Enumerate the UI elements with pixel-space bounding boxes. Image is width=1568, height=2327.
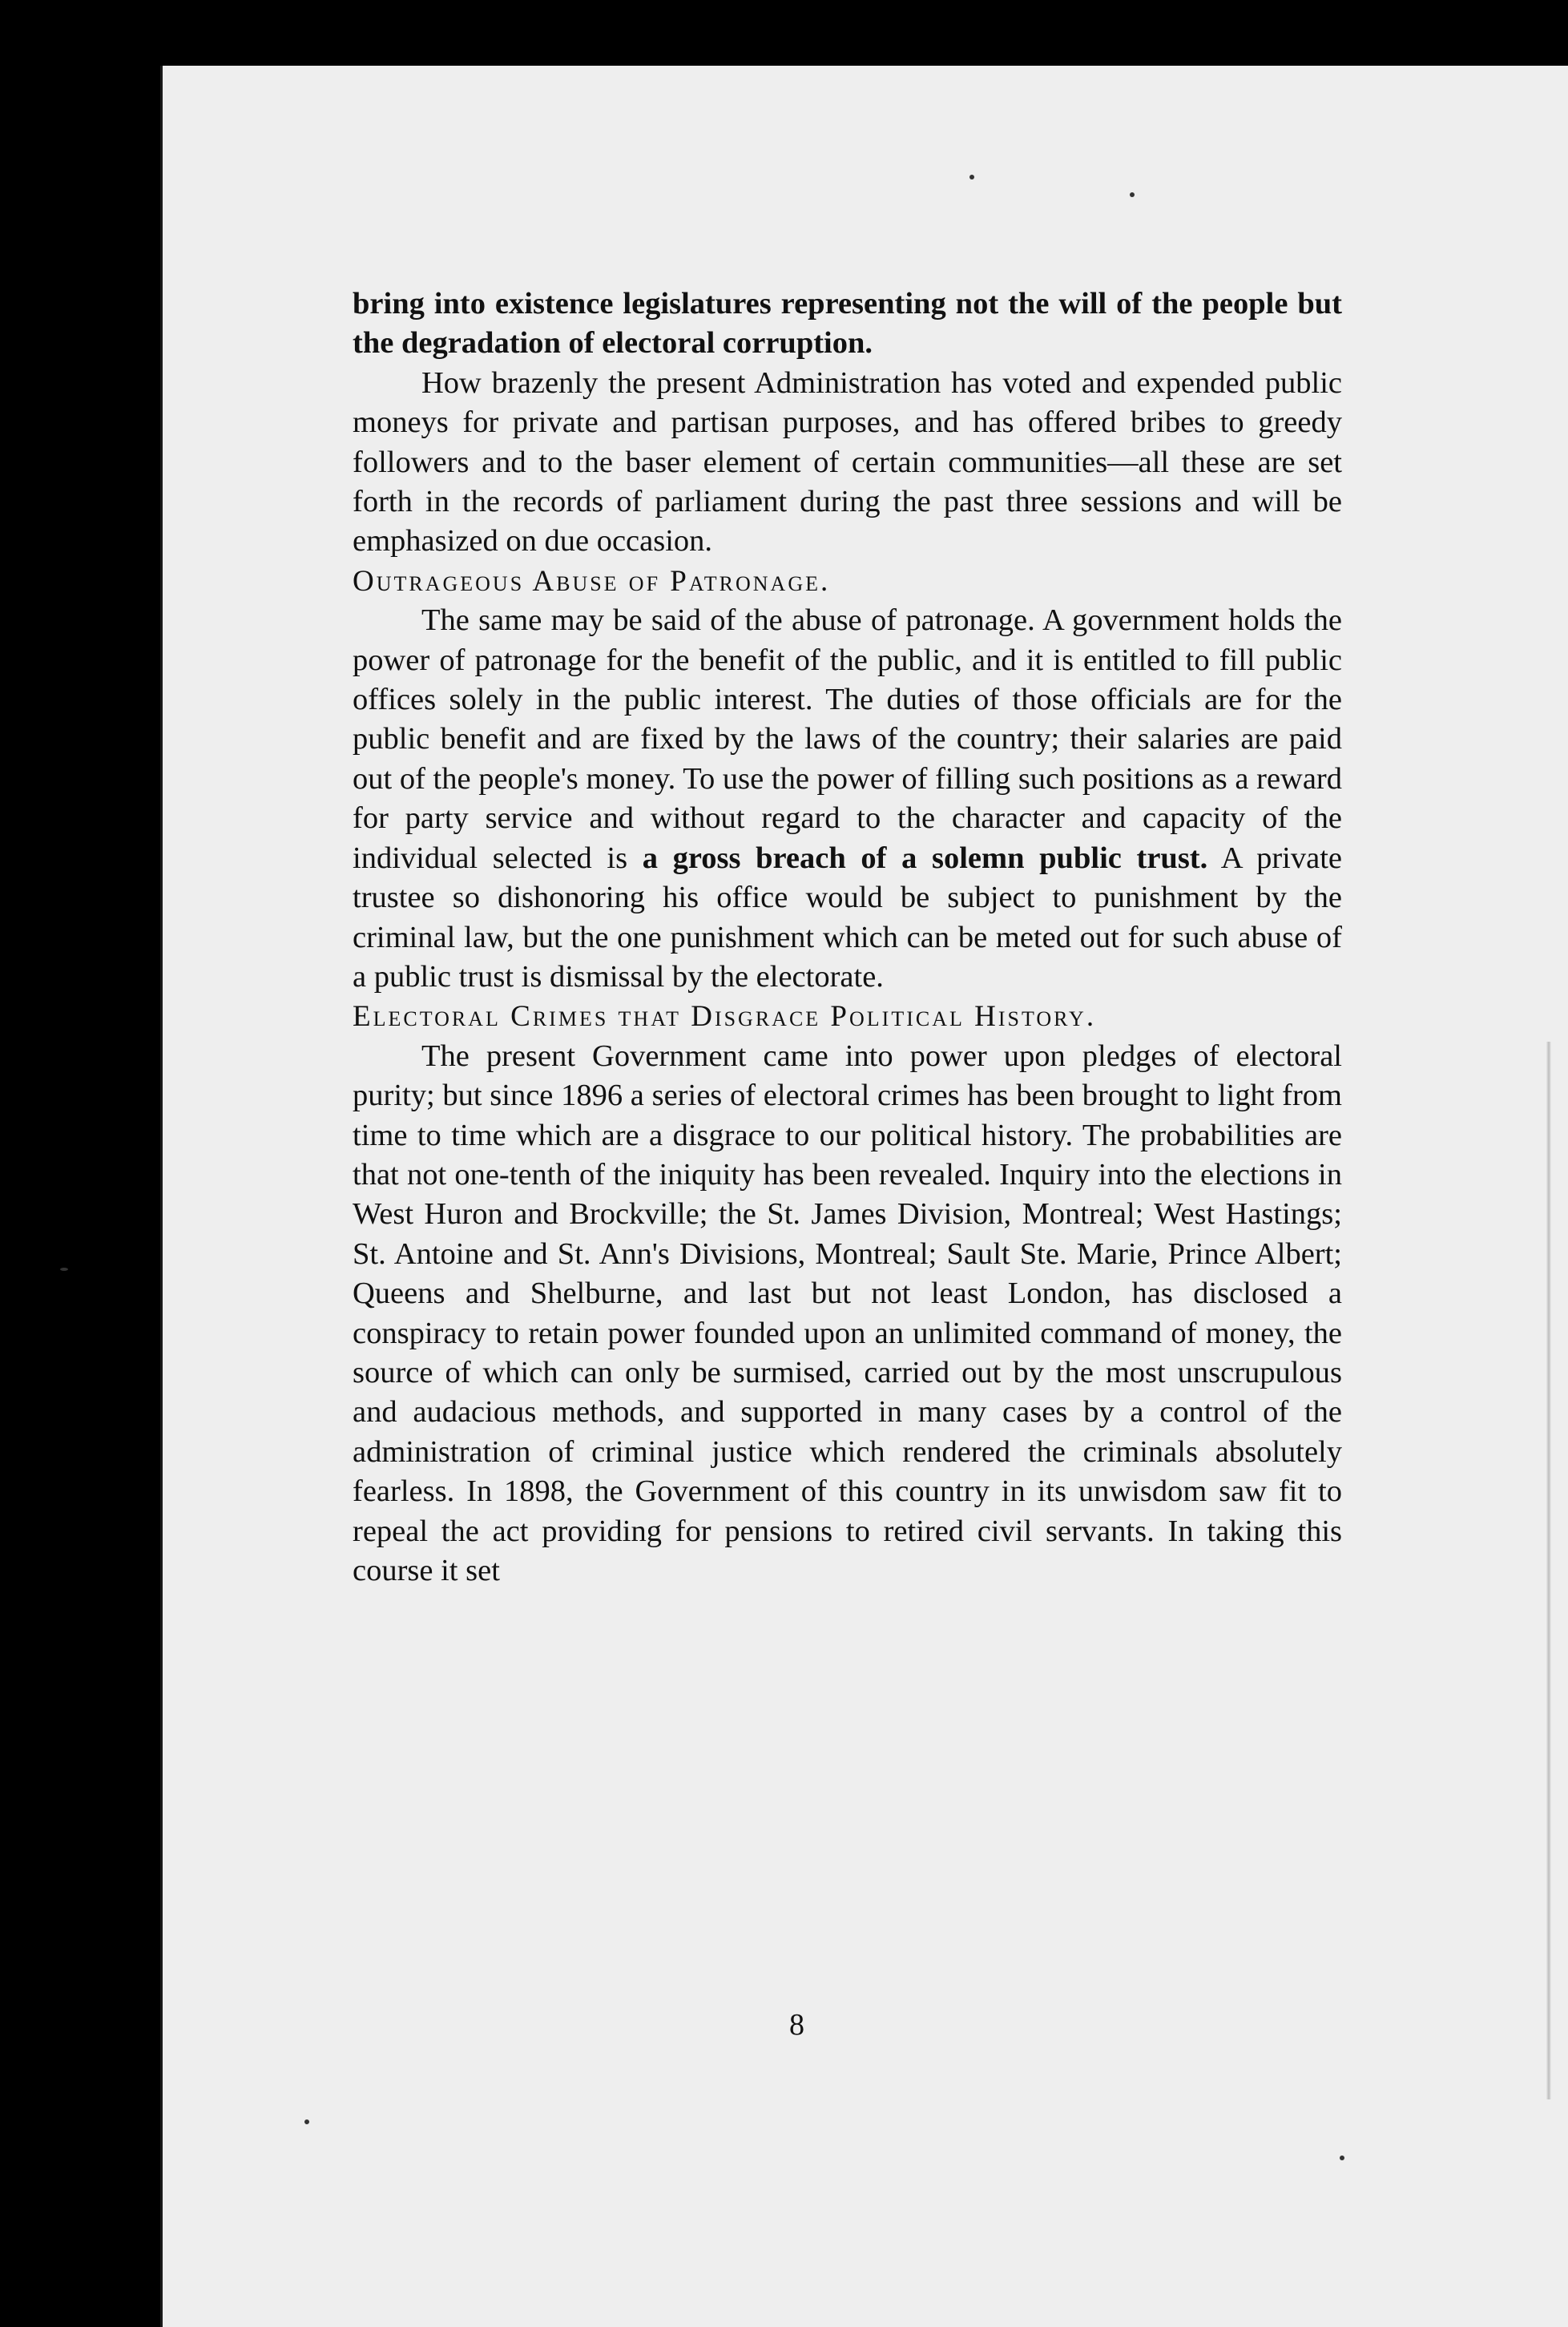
opening-bold-text: bring into existence legislatures representing not the will of the people but the degradation of electoral corruption.	[353, 287, 1342, 361]
paragraph-patronage-text-1: The same may be said of the abuse of patronage. A government holds the power of patronage for the benefit of the public, and it is entitled to fill public offices solely in the public interest. The duties of those officials are for the public benefit and are fixed by the laws of the country; their salaries are paid out of the people's money. To use the power of filling such positions as a reward for party service and without regard to the character and capacity of the individual selected is	[353, 603, 1342, 875]
page-number: 8	[789, 2008, 804, 2042]
document-body	[353, 284, 1342, 1591]
paragraph-patronage-bold: a gross breach of a solemn public trust.	[642, 841, 1208, 875]
heading-electoral-crimes: Electoral Crimes that Disgrace Political History.	[353, 1000, 1097, 1034]
print-speck	[304, 2119, 309, 2124]
print-speck	[1340, 2156, 1344, 2160]
paragraph-patronage-text-2: A private trustee so dishonoring his office would be subject to punishment by the criminal law, but the one punishment which can be meted out for such abuse of a public trust is dismissal by the electorate.	[353, 841, 1342, 994]
print-speck	[60, 1268, 68, 1271]
paragraph-electoral-crimes: The present Government came into power upon pledges of electoral purity; but since 1896 a series of electoral crimes has been brought to light from time to time which are a disgrace to our political history. The probabilities are that not one-tenth of the iniquity has been revealed. Inquiry into the elections in West Huron and Brockville; the St. James Division, Montreal; West Hastings; St. Antoine and St. Ann's Divisions, Montreal; Sault Ste. Marie, Prince Albert; Queens and Shelburne, and last but not least London, has disclosed a conspiracy to retain power founded upon an unlimited command of money, the source of which can only be surmised, carried out by the most unscrupulous and audacious methods, and supported in many cases by a control of the administration of criminal justice which rendered the criminals absolutely fearless. In 1898, the Government of this country in its unwisdom saw fit to repeal the act providing for pensions to retired civil servants. In taking this course it set	[353, 1038, 1342, 1587]
paragraph-patronage	[353, 601, 1342, 997]
paragraph-administration: How brazenly the present Administration has voted and expended public moneys for private and partisan purposes, and has offered bribes to greedy followers and to the baser element of certain communities—all these are set forth in the records of parliament during the past three sessions and will be emphasized on due occasion.	[353, 365, 1342, 559]
print-speck	[1130, 192, 1135, 197]
print-speck	[969, 175, 974, 179]
heading-patronage: Outrageous Abuse of Patronage.	[353, 564, 831, 598]
page-edge	[1546, 1042, 1551, 2099]
